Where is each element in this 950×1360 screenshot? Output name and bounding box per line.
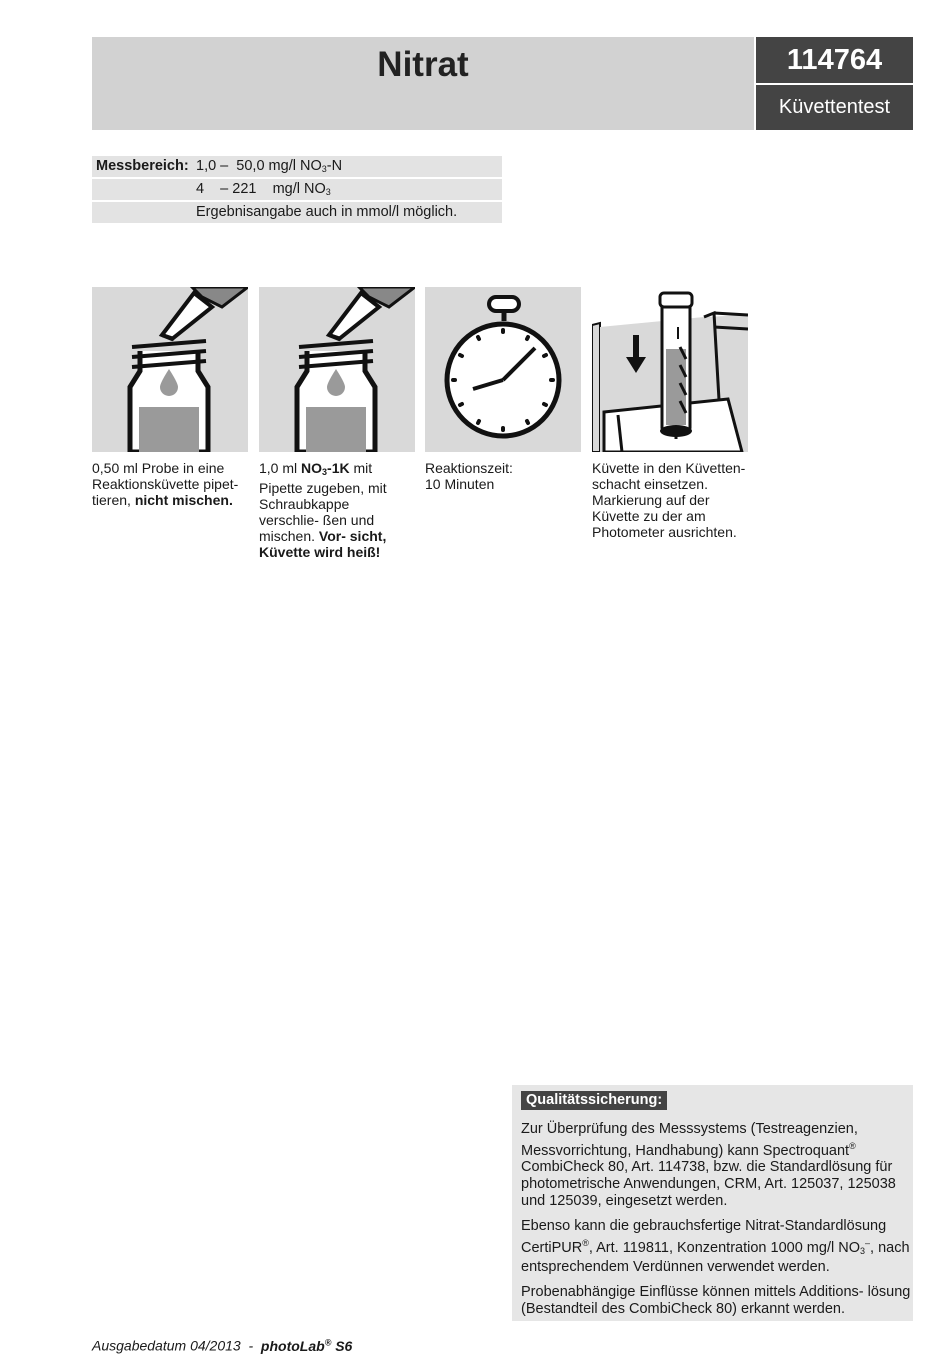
step-2-image (259, 287, 415, 452)
step-3-image (425, 287, 581, 452)
qa-body (521, 1121, 913, 1326)
footer: Ausgabedatum 04/2013 - photoLab® S6 (92, 1337, 353, 1354)
qa-paragraph: Probenabhängige Einflüsse können mittels Additions- lösung (Bestandteil des CombiCheck 80) erkannt werden. (521, 1284, 911, 1317)
test-type-label: Küvettentest (756, 85, 913, 130)
article-number: 114764 (756, 37, 913, 83)
page-title: Nitrat (377, 45, 469, 84)
range-label: Messbereich: (96, 158, 189, 174)
step-4-image (592, 287, 748, 452)
step-4-text: Küvette in den Küvetten- schacht einsetzen. Markierung auf der Küvette zu der am Photometer ausrichten. (592, 460, 746, 540)
stopwatch-icon (425, 287, 581, 452)
range-row (92, 156, 502, 177)
qa-paragraph: Ebenso kann die gebrauchsfertige Nitrat-Standardlösung CertiPUR®, Art. 119811, Konzentration 1000 mg/l $NO_3^-$, nach entsprechendem Verdünnen verwendet werden. (521, 1217, 910, 1276)
issue-date: Ausgabedatum 04/2013 (92, 1337, 241, 1354)
range-row (92, 179, 502, 200)
range-value: 4 – 221 mg/l $NO_3$ (196, 181, 331, 197)
step-3-text: Reaktionszeit: 10 Minuten (425, 460, 513, 492)
step-2-text: 1,0 ml $NO_3-1K$ mit Pipette zugeben, mit Schraubkappe verschlie- ßen und mischen. Vor- sicht, Küvette wird heiß! (259, 460, 387, 560)
qa-heading: Qualitätssicherung: (521, 1091, 667, 1110)
cuvette-insert-icon (592, 287, 748, 452)
step-1-image (92, 287, 248, 452)
pipette-cuvette-icon (259, 287, 415, 452)
range-value: 1,0 – 50,0 mg/l $NO_3-N$ (196, 158, 343, 174)
range-row (92, 202, 502, 223)
step-1-text: 0,50 ml Probe in eine Reaktionsküvette pipet- tieren, nicht mischen. (92, 460, 239, 508)
pipette-cuvette-icon (92, 287, 248, 452)
product-name: photoLab® S6 (260, 1337, 353, 1354)
header-band (92, 37, 754, 130)
range-note: Ergebnisangabe auch in mmol/l möglich. (196, 204, 458, 220)
qa-paragraph: Zur Überprüfung des Messsystems (Testreagenzien, Messvorrichtung, Handhabung) kann Spectroquant® CombiCheck 80, Art. 114738, bzw. die Standardlösung für photometrische Anwendungen, CRM, Art. 125037, 125038 und 125039, eingesetzt werden. (521, 1121, 896, 1210)
quality-assurance-box (512, 1085, 913, 1321)
